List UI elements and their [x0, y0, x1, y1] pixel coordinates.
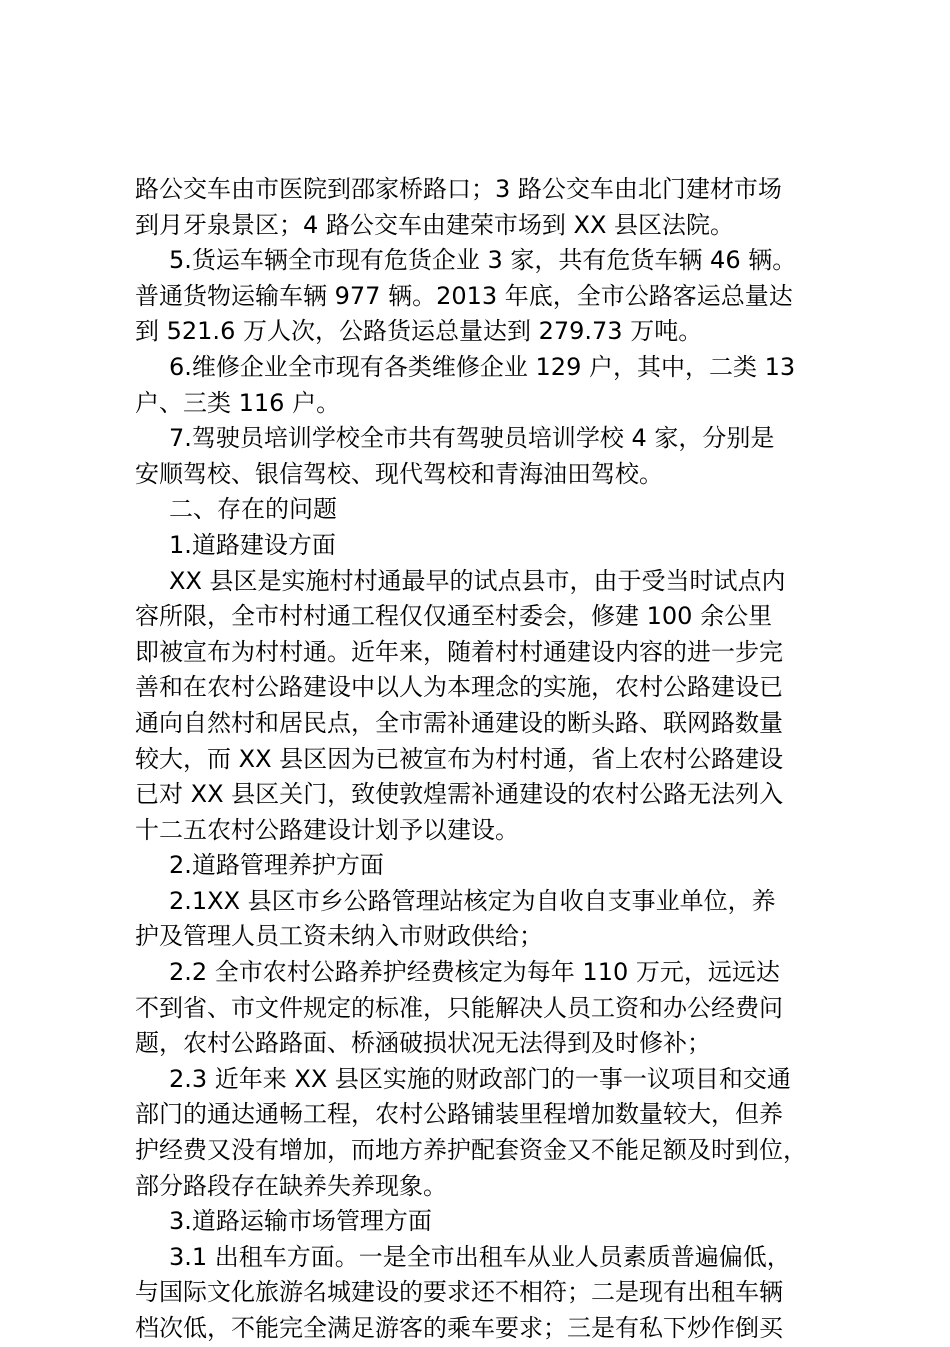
text-line: 7.驾驶员培训学校全市共有驾驶员培训学校 4 家，分别是 [169, 424, 775, 453]
document-body [135, 172, 835, 1347]
text-line: 2.3 近年来 XX 县区实施的财政部门的一事一议项目和交通 [169, 1064, 791, 1093]
text-line: 6.维修企业全市现有各类维修企业 129 户，其中，二类 13 [169, 352, 796, 381]
text-line: 即被宣布为村村通。近年来，随着村村通建设内容的进一步完 [135, 637, 783, 666]
text-line: 到 521.6 万人次，公路货运总量达到 279.73 万吨。 [135, 317, 703, 346]
text-line: 2.2 全市农村公路养护经费核定为每年 110 万元，远远达 [169, 958, 780, 987]
text-line: 较大，而 XX 县区因为已被宣布为村村通，省上农村公路建设 [135, 744, 784, 773]
text-line: 护及管理人员工资未纳入市财政供给； [135, 922, 543, 951]
text-line: 路公交车由市医院到邵家桥路口；3 路公交车由北门建材市场 [135, 175, 782, 203]
text-line: 档次低，不能完全满足游客的乘车要求；三是有私下炒作倒买 [135, 1314, 783, 1342]
text-line: 普通货物运输车辆 977 辆。2013 年底，全市公路客运总量达 [135, 281, 793, 310]
text-line: XX 县区是实施村村通最早的试点县市，由于受当时试点内 [169, 566, 786, 595]
text-line: 1.道路建设方面 [169, 530, 336, 559]
text-line: 部门的通达通畅工程，农村公路铺装里程增加数量较大，但养 [135, 1100, 783, 1129]
text-line: 3.1 出租车方面。一是全市出租车从业人员素质普遍偏低， [169, 1242, 791, 1271]
text-line: 通向自然村和居民点，全市需补通建设的断头路、联网路数量 [135, 708, 783, 737]
text-line: 到月牙泉景区；4 路公交车由建荣市场到 XX 县区法院。 [135, 210, 735, 239]
text-line: 2.道路管理养护方面 [169, 851, 384, 880]
text-line: 安顺驾校、银信驾校、现代驾校和青海油田驾校。 [135, 459, 663, 488]
text-line: 2.1XX 县区市乡公路管理站核定为自收自支事业单位，养 [169, 886, 776, 915]
text-line: 不到省、市文件规定的标准，只能解决人员工资和办公经费问 [135, 993, 783, 1022]
text-line: 3.道路运输市场管理方面 [169, 1207, 432, 1236]
text-line: 5.货运车辆全市现有危货企业 3 家，共有危货车辆 46 辆。 [169, 246, 797, 275]
text-line: 容所限，全市村村通工程仅仅通至村委会，修建 100 余公里 [135, 602, 773, 631]
text-line: 善和在农村公路建设中以人为本理念的实施，农村公路建设已 [135, 673, 783, 702]
text-line: 护经费又没有增加，而地方养护配套资金又不能足额及时到位， [135, 1136, 807, 1165]
text-line: 二、存在的问题 [169, 495, 337, 524]
text-line: 十二五农村公路建设计划予以建设。 [135, 815, 519, 844]
text-line: 部分路段存在缺养失养现象。 [135, 1171, 447, 1200]
text-line: 已对 XX 县区关门，致使敦煌需补通建设的农村公路无法列入 [135, 780, 784, 809]
text-line: 户、三类 116 户。 [135, 388, 341, 417]
text-line: 与国际文化旅游名城建设的要求还不相符；二是现有出租车辆 [135, 1278, 783, 1307]
text-line: 题，农村公路路面、桥涵破损状况无法得到及时修补； [135, 1029, 711, 1058]
